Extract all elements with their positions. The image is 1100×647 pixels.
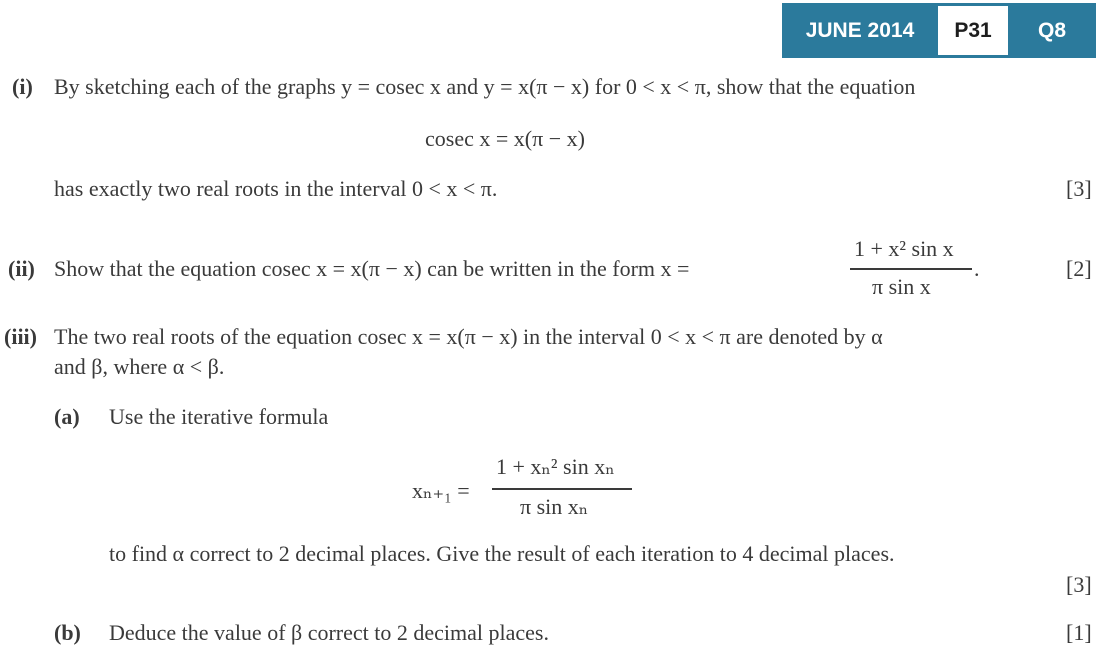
- part-i-text-2: has exactly two real roots in the interval 0 < x < π.: [54, 176, 498, 201]
- part-i-marks: [3]: [1066, 176, 1092, 201]
- paper-label: P31: [938, 3, 1008, 58]
- part-ii-text: Show that the equation cosec x = x(π − x) can be written in the form x =: [54, 256, 690, 281]
- part-i-number: (i): [12, 74, 33, 99]
- part-b-text: Deduce the value of β correct to 2 decimal places.: [109, 620, 549, 645]
- part-ii-fraction: [850, 236, 972, 300]
- part-iii-number: (iii): [4, 324, 37, 349]
- part-a-label: (a): [54, 404, 80, 429]
- part-ii-number: (ii): [8, 256, 35, 281]
- part-i-text: By sketching each of the graphs y = cosec x and y = x(π − x) for 0 < x < π, show that the equation: [54, 74, 916, 99]
- fraction-bar: [850, 268, 972, 270]
- part-i-equation: cosec x = x(π − x): [425, 126, 585, 151]
- part-ii-marks: [2]: [1066, 256, 1092, 281]
- part-ii-numerator: 1 + x² sin x: [854, 236, 954, 261]
- part-a-text-2: to find α correct to 2 decimal places. Give the result of each iteration to 4 decimal places.: [109, 541, 895, 566]
- part-a-text: Use the iterative formula: [109, 404, 329, 429]
- part-b-marks: [1]: [1066, 620, 1092, 645]
- iterative-denominator: π sin xₙ: [520, 494, 589, 519]
- part-a-marks: [3]: [1066, 572, 1092, 597]
- part-ii-period: .: [974, 256, 980, 281]
- fraction-bar: [492, 488, 632, 490]
- iterative-formula-lhs: xₙ₊₁ =: [412, 478, 470, 503]
- part-ii-denominator: π sin x: [872, 274, 931, 299]
- part-iii-text-2: and β, where α < β.: [54, 354, 225, 379]
- question-badge: [782, 3, 1096, 58]
- exam-date-label: JUNE 2014: [782, 3, 938, 58]
- part-b-label: (b): [54, 620, 81, 645]
- iterative-formula-fraction: [492, 454, 632, 524]
- part-iii-text: The two real roots of the equation cosec x = x(π − x) in the interval 0 < x < π are denoted by α: [54, 324, 883, 349]
- iterative-numerator: 1 + xₙ² sin xₙ: [496, 454, 615, 479]
- question-number-label: Q8: [1008, 3, 1096, 58]
